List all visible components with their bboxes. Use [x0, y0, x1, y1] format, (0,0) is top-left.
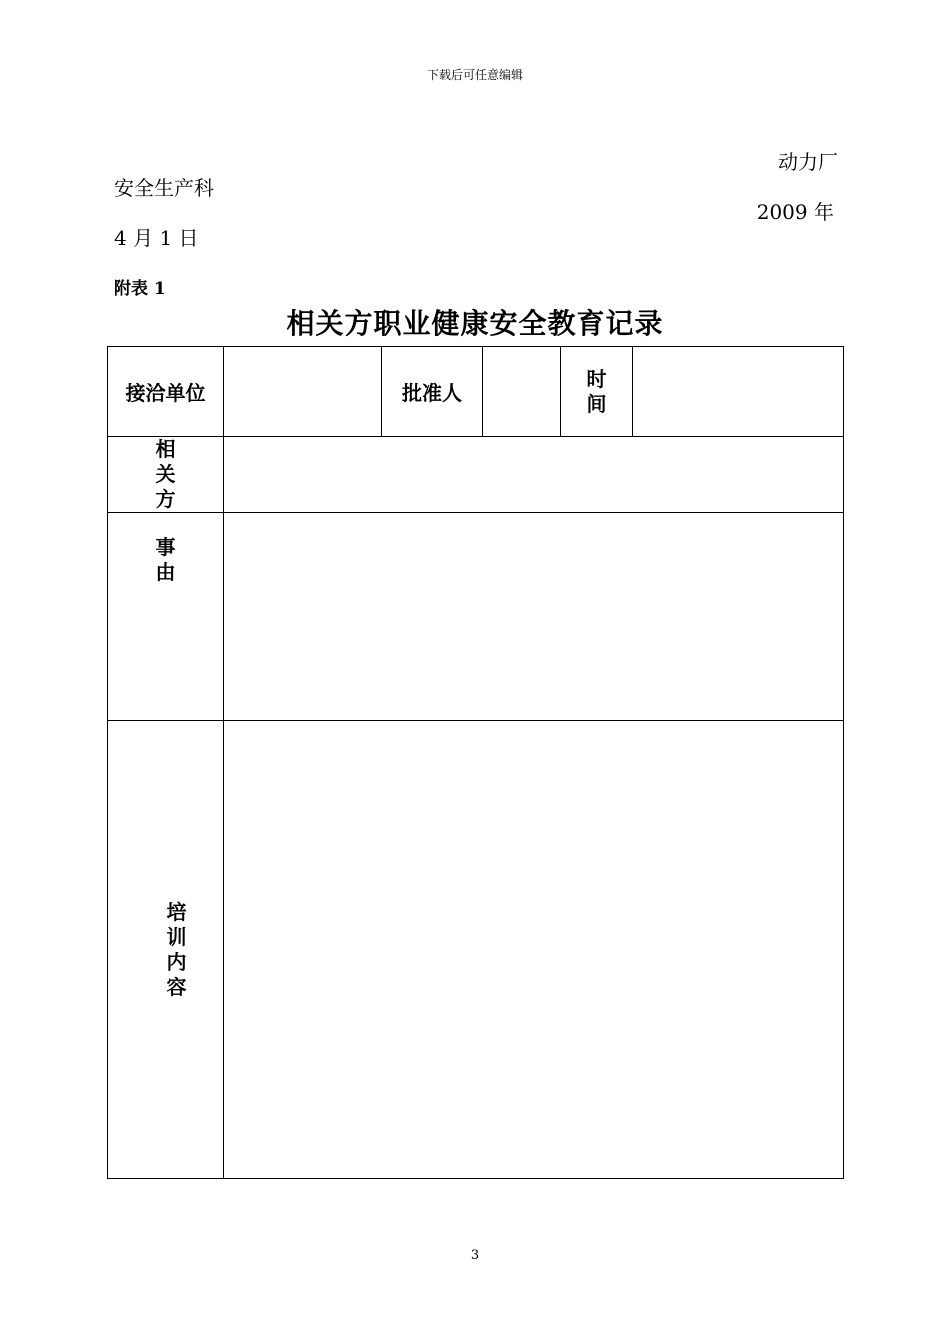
approver-field[interactable]	[483, 347, 561, 437]
reason-field[interactable]	[224, 513, 844, 721]
related-party-field[interactable]	[224, 437, 844, 513]
date-text: 4 月 1 日	[114, 226, 199, 250]
header-note: 下载后可任意编辑	[426, 68, 523, 82]
related-party-label-cell	[108, 437, 224, 513]
time-field[interactable]	[633, 347, 844, 437]
page-number: 3	[470, 1248, 480, 1263]
table-row	[108, 721, 844, 1179]
form-title: 相关方职业健康安全教育记录	[286, 307, 664, 340]
year-text: 2009 年	[756, 200, 834, 224]
department-name: 安全生产科	[114, 176, 214, 200]
time-label-cell	[561, 347, 633, 437]
reception-unit-field[interactable]	[224, 347, 382, 437]
reason-label-cell	[108, 513, 224, 721]
training-content-field[interactable]	[224, 721, 844, 1179]
reason-label: 事由	[155, 535, 176, 584]
organization-name: 动力厂	[778, 150, 838, 174]
reception-unit-label: 接洽单位	[108, 347, 224, 437]
appendix-label: 附表 1	[114, 279, 166, 299]
approver-label: 批准人	[382, 347, 483, 437]
table-row	[108, 437, 844, 513]
related-party-label: 相关方	[155, 437, 176, 511]
time-label: 时间	[586, 366, 607, 416]
training-content-label: 培训内容	[166, 899, 187, 999]
table-row	[108, 513, 844, 721]
education-record-table	[107, 346, 844, 1179]
table-row	[108, 347, 844, 437]
training-content-label-cell	[108, 721, 224, 1179]
